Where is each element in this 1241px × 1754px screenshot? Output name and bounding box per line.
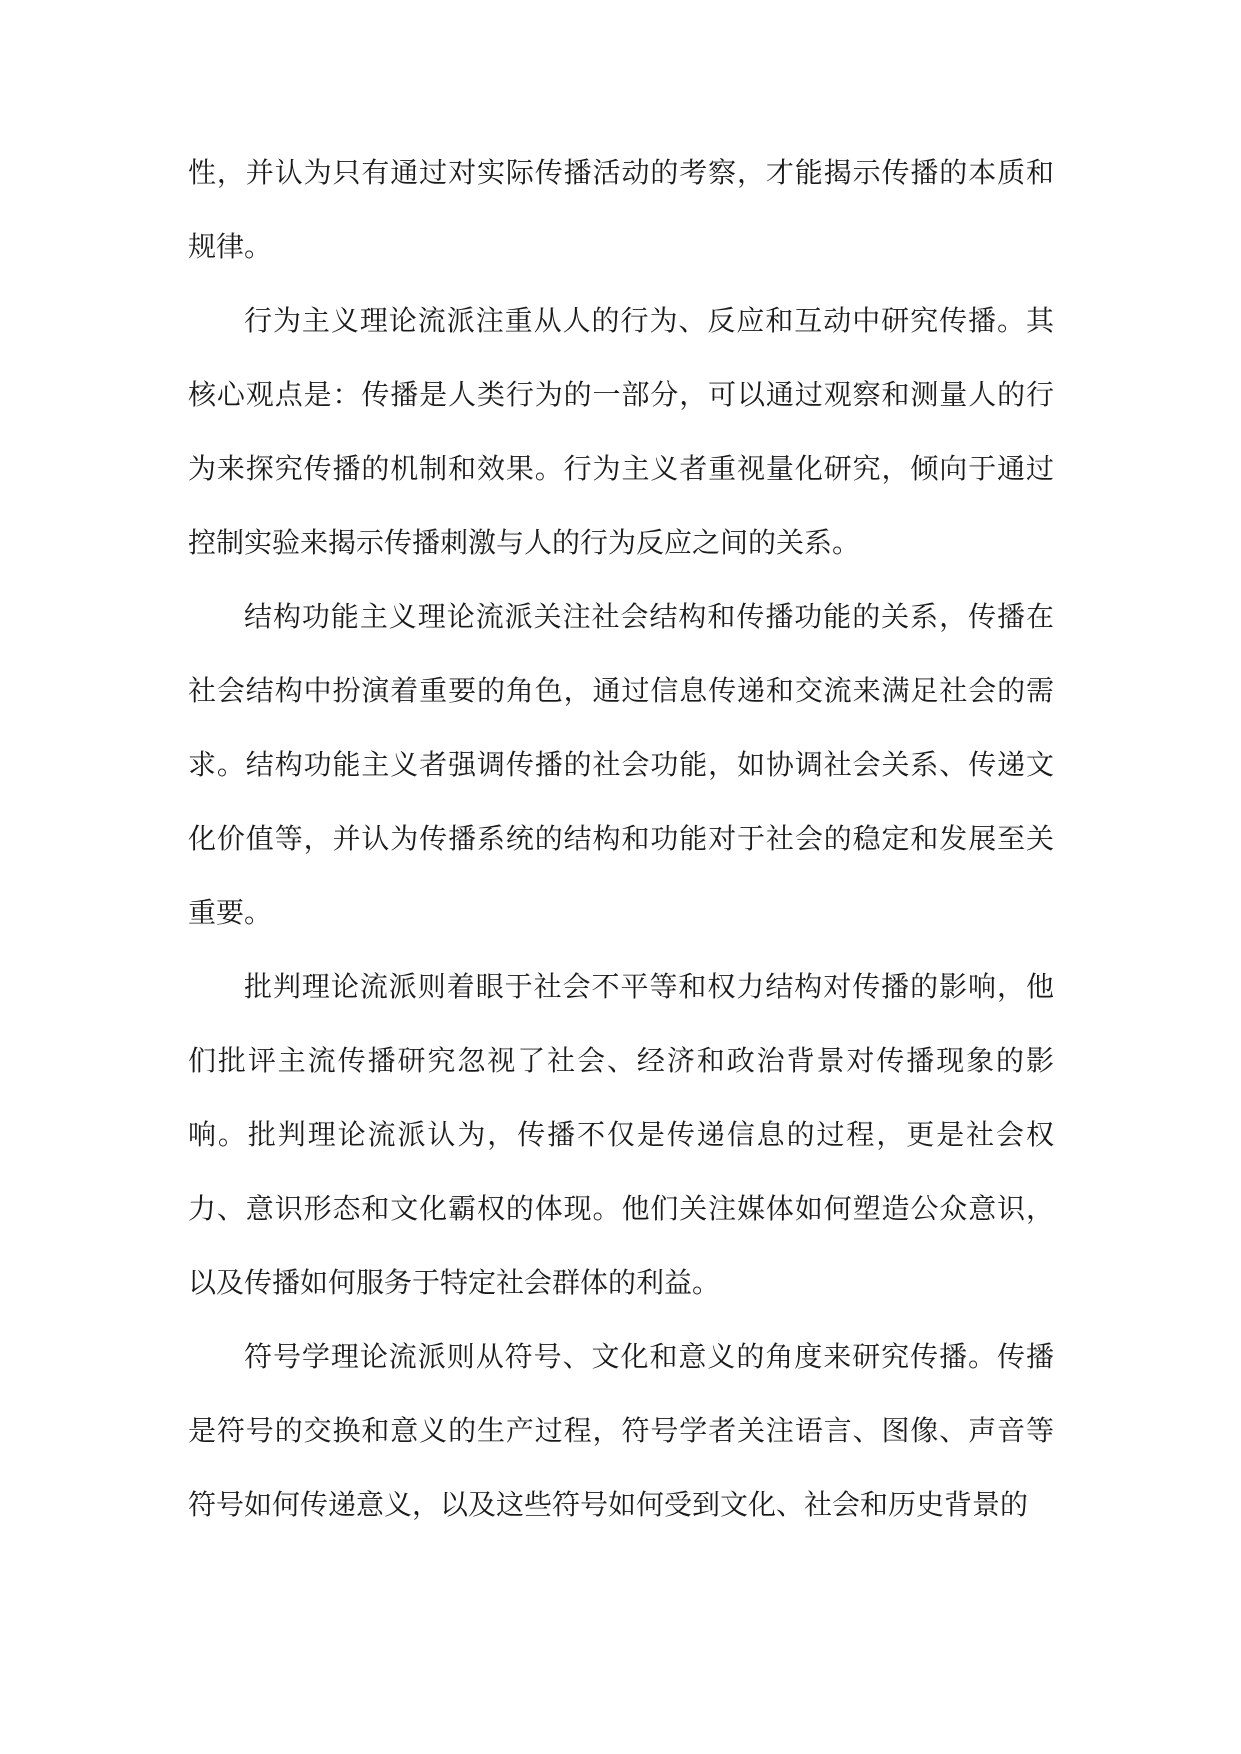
paragraph-continued: 性，并认为只有通过对实际传播活动的考察，才能揭示传播的本质和规律。 [188, 156, 1054, 263]
paragraph-semiotics: 符号学理论流派则从符号、文化和意义的角度来研究传播。传播是符号的交换和意义的生产过程，符号学者关注语言、图像、声音等符号如何传递意义，以及这些符号如何受到文化、社会和历史背景的 [188, 1340, 1054, 1521]
paragraph-behaviorism: 行为主义理论流派注重从人的行为、反应和互动中研究传播。其核心观点是：传播是人类行为的一部分，可以通过观察和测量人的行为来探究传播的机制和效果。行为主义者重视量化研究，倾向于通过控制实验来揭示传播刺激与人的行为反应之间的关系。 [188, 304, 1054, 559]
paragraph-critical-theory: 批判理论流派则着眼于社会不平等和权力结构对传播的影响，他们批评主流传播研究忽视了社会、经济和政治背景对传播现象的影响。批判理论流派认为，传播不仅是传递信息的过程，更是社会权力、意识形态和文化霸权的体现。他们关注媒体如何塑造公众意识，以及传播如何服务于特定社会群体的利益。 [188, 970, 1054, 1299]
paragraph-structural-functionalism: 结构功能主义理论流派关注社会结构和传播功能的关系，传播在社会结构中扮演着重要的角色，通过信息传递和交流来满足社会的需求。结构功能主义者强调传播的社会功能，如协调社会关系、传递文化价值等，并认为传播系统的结构和功能对于社会的稳定和发展至关重要。 [188, 600, 1054, 929]
body-text [188, 136, 1054, 1542]
